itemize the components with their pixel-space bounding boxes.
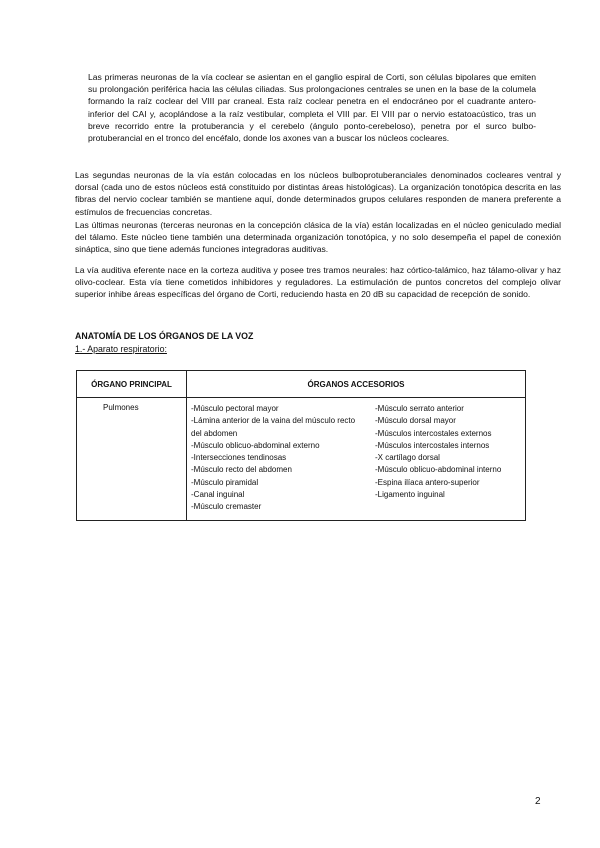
paragraph-last-neurons: Las últimas neuronas (terceras neuronas en la concepción clásica de la vía) están localizadas en el núcleo geniculado medial del tálamo. Este núcleo tiene también una determinada organización tonotópica, y no solo desempeña el papel de conexión sináptica, sino que tiene además funciones integradoras auditivas. — [75, 220, 561, 255]
accessory-organ-item: -Músculo dorsal mayor — [375, 416, 456, 426]
table-header-row — [77, 371, 526, 398]
organs-table — [76, 370, 526, 521]
accessory-organ-item: -Músculo cremaster — [191, 502, 262, 512]
accessory-organ-item: -Músculo piramidal — [191, 477, 259, 487]
accessory-organ-item: -Ligamento inguinal — [375, 490, 445, 500]
accessory-organ-item: -Lámina anterior de la vaina del músculo recto — [191, 416, 356, 426]
paragraph-second-neurons: Las segundas neuronas de la vía están colocadas en los núcleos bulboprotuberanciales denominados cocleares ventral y dorsal (cada uno de estos núcleos está constituido por distintas áreas histológicas). La organización tonotópica descrita en las fibras del nervio coclear también se mantiene aquí, donde determinados grupos celulares responden de manera preferente a estímulos de frecuencias concretas. — [75, 170, 561, 217]
accessory-organ-item: del abdomen — [191, 428, 238, 438]
subsection-title: 1.- Aparato respiratorio: — [75, 344, 167, 354]
header-principal: ÓRGANO PRINCIPAL — [77, 371, 187, 398]
accessory-organ-item: -Músculo oblicuo-abdominal externo — [191, 440, 320, 450]
accessory-organ-item: -Músculos intercostales externos — [375, 428, 492, 438]
table-row — [77, 398, 526, 521]
accessory-list-right — [375, 403, 525, 514]
header-accessory: ÓRGANOS ACCESORIOS — [187, 371, 526, 398]
paragraph-first-neurons: Las primeras neuronas de la vía coclear se asientan en el ganglio espiral de Corti, son células bipolares que emiten su prolongación periférica hacia las células ciliadas. Sus prolongaciones centrales se unen en la base de la columela formando la raíz coclear del VIII par craneal. Esta raíz coclear penetra en el endocráneo por el cuadrante antero-inferior del CAI y, acoplándose a la raíz vestibular, completa el VIII par. El VIII par o nervio estatoacústico, tras un breve recorrido entre la protuberancia y el cerebelo (ángulo ponto-cerebeloso), penetra por el surco bulbo-protuberancial en el tronco del encéfalo, donde los axones van a buscar los núcleos cocleares. — [88, 72, 536, 144]
accessory-organs-cell — [187, 398, 526, 521]
accessory-organ-item: -Intersecciones tendinosas — [191, 453, 287, 463]
page-number: 2 — [535, 796, 541, 807]
accessory-organ-item: -Músculo recto del abdomen — [191, 465, 292, 475]
section-title: ANATOMÍA DE LOS ÓRGANOS DE LA VOZ — [75, 331, 254, 341]
accessory-organ-item: -Músculos intercostales internos — [375, 440, 490, 450]
accessory-organ-item: -Músculo pectoral mayor — [191, 404, 279, 413]
paragraph-efferent-pathway: La vía auditiva eferente nace en la corteza auditiva y posee tres tramos neurales: haz córtico-talámico, haz tálamo-olivar y haz olivo-coclear. Esta vía tiene cometidos inhibidores y reguladores. La estimulación de puntos concretos del complejo olivar superior inhibe áreas específicas del órgano de Corti, reduciendo hasta en 20 dB su capacidad de recepción de sonido. — [75, 265, 561, 300]
accessory-organ-item: -Músculo oblicuo-abdominal interno — [375, 465, 502, 475]
accessory-organ-item: -Músculo serrato anterior — [375, 404, 464, 413]
accessory-organ-item: -Canal inguinal — [191, 490, 245, 500]
accessory-organ-item: -X cartílago dorsal — [375, 453, 440, 463]
principal-organ-cell: Pulmones — [77, 398, 187, 521]
accessory-list-left — [191, 403, 375, 514]
accessory-organ-item: -Espina ilíaca antero-superior — [375, 477, 480, 487]
